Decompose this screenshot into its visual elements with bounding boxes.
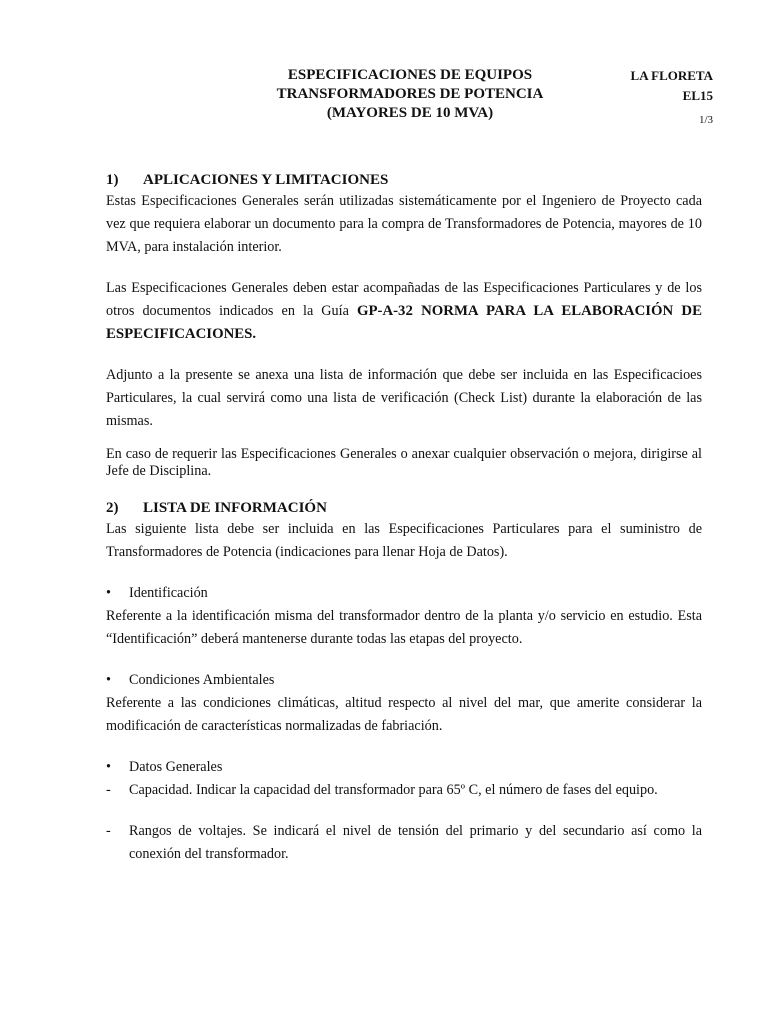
page-number: 1/3 — [698, 114, 713, 126]
section-1-paragraph-2 — [106, 277, 702, 346]
section-2-heading — [106, 498, 702, 518]
dash-marker: - — [106, 823, 111, 839]
title-line-1: ESPECIFICACIONES DE EQUIPOS — [287, 67, 533, 83]
code-label: EL15 — [682, 88, 713, 103]
section-2-title: LISTA DE INFORMACIÓN — [143, 500, 327, 516]
bullet-marker: • — [106, 759, 111, 775]
guide-reference: GP-A-32 NORMA PARA LA ELABORACIÓN DE ESPECIFICACIONES. — [106, 303, 702, 342]
bullet-marker: • — [106, 585, 111, 601]
sub-item-capacidad — [106, 779, 702, 802]
document-title — [250, 66, 570, 123]
bullet-marker: • — [106, 672, 111, 688]
dash-marker: - — [106, 782, 111, 798]
document-body — [106, 170, 702, 866]
list-item-label: Condiciones Ambientales — [129, 672, 275, 688]
list-item-description: Referente a la identificación misma del transformador dentro de la planta y/o servicio en estudio. Esta “Identificación” deberá mantenerse durante todas las etapas del proyecto. — [106, 608, 702, 647]
section-1-paragraph-3: Adjunto a la presente se anexa una lista de información que debe ser incluida en las Especificacioes Particulares, la cual servirá como una lista de verificación (Check List) durante la elaboración de las mismas. — [106, 367, 702, 429]
sub-item-text: Rangos de voltajes. Se indicará el nivel de tensión del primario y del secundario así como la conexión del transformador. — [129, 823, 702, 862]
list-item-label: Identificación — [129, 585, 208, 601]
document-code-block — [600, 66, 713, 106]
sub-item-text: Capacidad. Indicar la capacidad del transformador para 65º C, el número de fases del equipo. — [129, 782, 658, 798]
paragraph-2-text: Las Especificaciones Generales deben estar acompañadas de las Especificaciones Particulares y de los otros documentos indicados en la Guía — [106, 280, 702, 319]
list-item-datos-generales — [106, 756, 702, 779]
list-item-description: Referente a las condiciones climáticas, altitud respecto al nivel del mar, que amerite considerar la modificación de características normalizadas de fabriación. — [106, 695, 702, 734]
section-1-number: 1) — [106, 172, 119, 188]
section-2-number: 2) — [106, 500, 119, 516]
list-item-condiciones-ambientales — [106, 669, 702, 692]
title-line-3: (MAYORES DE 10 MVA) — [326, 105, 494, 121]
list-item-identificacion — [106, 582, 702, 605]
title-line-2: TRANSFORMADORES DE POTENCIA — [276, 86, 544, 102]
section-1-title: APLICACIONES Y LIMITACIONES — [143, 172, 389, 188]
section-1-paragraph-4: En caso de requerir las Especificaciones Generales o anexar cualquier observación o mejora, dirigirse al Jefe de Disciplina. — [106, 446, 702, 479]
sub-item-rangos-voltajes — [106, 820, 702, 866]
section-1-paragraph-1: Estas Especificaciones Generales serán utilizadas sistemáticamente por el Ingeniero de Proyecto cada vez que requiera elaborar un documento para la compra de Transformadores de Potencia, mayores de 10 MVA, para instalación interior. — [106, 193, 702, 255]
location-label: LA FLORETA — [630, 68, 713, 83]
section-2-intro: Las siguiente lista debe ser incluida en las Especificaciones Particulares para el suministro de Transformadores de Potencia (indicaciones para llenar Hoja de Datos). — [106, 521, 702, 560]
section-1-heading — [106, 170, 702, 190]
list-item-label: Datos Generales — [129, 759, 223, 775]
